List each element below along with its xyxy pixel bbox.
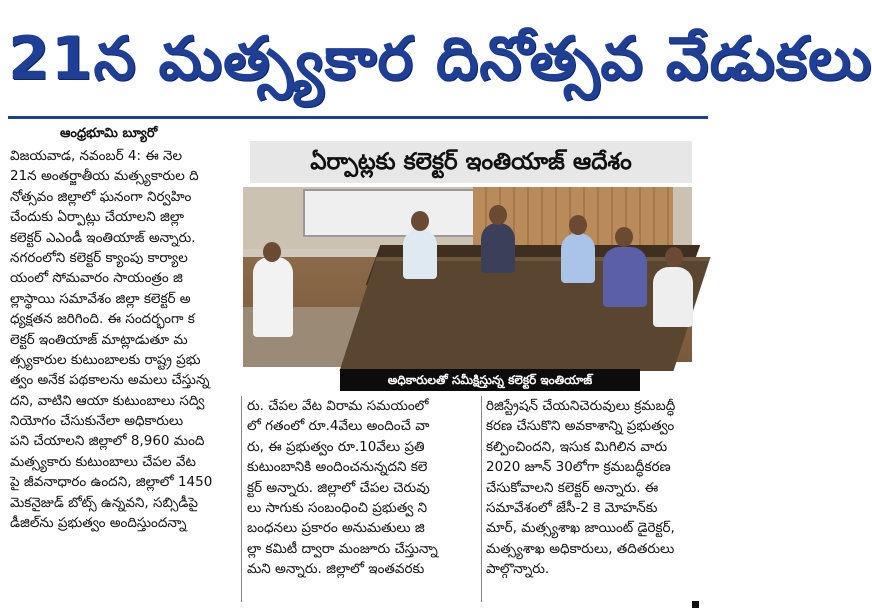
photo-person-head [569,215,587,235]
photo-person [481,223,515,273]
subheadline: ఏర్పాట్లకు కలెక్టర్ ఇంతియాజ్ ఆదేశం [250,141,692,183]
article-line: మార్, మత్స్యశాఖ జాయింట్ డైరెక్టర్, [486,520,675,537]
article-line: రిజిస్ట్రేషన్ చేయనిచెరువులు క్రమబద్ధీ [486,398,676,414]
photo-person [253,257,293,337]
article-line: యంలో సోమవారం సాయంత్రం జి [10,270,183,287]
article-line: లెక్టర్ ఇంతియాజ్ మాట్లాడుతూ మ [10,331,188,348]
article-line: ధ్యక్షతన జరిగింది. ఈ సందర్భంగా క [10,311,195,328]
column-divider [241,396,242,602]
photo-person [603,247,647,307]
photo-person-head [263,242,281,262]
article-line: రు. చేపల వేట విరామ సమయంలో [247,398,429,414]
photo-person-head [489,205,507,225]
article-line: కలెక్టర్ ఎఎండీ ఇంతియాజ్ అన్నారు. [10,229,196,246]
article-line: డీజిల్‌ను ప్రభుత్వం అందిస్తుందన్నా [10,515,187,532]
article-end-mark [692,601,699,608]
news-photo [243,187,692,362]
photo-person-head [665,247,683,267]
article-line: రు, ఈ ప్రభుత్వం రూ.10వేలు ప్రతి [247,438,425,455]
article-line: చేందుకు ఏర్పాట్లు చేయాలని జిల్లా [10,209,184,226]
article-line: 2020 జూన్ 30లోగా క్రమబద్ధీకరణ [486,459,671,476]
article-line: పని చేయాలని జిల్లాలో 8,960 మంది [10,433,205,450]
photo-whiteboard [303,189,487,237]
article-line: మత్స్యకారు కుటుంబాలు చేపల వేట [10,453,196,470]
article-line: దని, వాటిని ఆయా కుటుంబాలు సద్వి [10,392,205,409]
article-column-1 [10,146,238,533]
article-line: పై జీవనాధారం ఉందని, జిల్లాలో 1450 [10,474,213,491]
article-line: మని అన్నారు. జిల్లాలో ఇంతవరకు [247,561,425,578]
article-line: ల్లా కమిటీ ద్వారా మంజూరు చేస్తున్నా [247,540,438,557]
article-column-3 [486,396,696,580]
article-line: పాల్గొన్నారు. [486,561,550,578]
article-line: త్వం అనేక పథకాలను అమలు చేస్తున్న [10,372,210,389]
article-line: మెకనైజుడ్ బోట్స్ ఉన్నవని, సబ్సిడీపై [10,494,198,511]
article-line: నోత్సవం జిల్లాలో ఘనంగా నిర్వహిం [10,188,192,205]
article-line: కుటుంబానికి అందించనున్నదని కలె [247,459,428,476]
photo-person [561,233,595,283]
article-line: చేసుకోవాలని కలెక్టర్ అన్నారు. ఈ [486,479,659,496]
article-line: ల్లాస్థాయి సమావేశం జిల్లా కలెక్టర్ అ [10,290,191,307]
headline: 21న మత్స్యకార దినోత్సవ వేడుకలు [8,24,872,94]
article-line: సమావేశంలో జేసీ-2 కె మోహన్‌కు [486,499,658,516]
article-line: లో గతంలో రూ.4వేలు అందించే వా [247,418,430,435]
article-line: 21న అంతర్జాతీయ మత్స్యకారుల ది [10,168,199,185]
article-column-2 [247,396,479,580]
article-line: కరణ చేసుకొని అవకాశాన్ని ప్రభుత్వం [486,418,675,435]
column-divider [481,396,482,602]
photo-person-head [411,211,429,231]
photo-person [403,229,437,279]
article-line: బంధనలు ప్రకారం అనుమతులు జి [247,520,425,537]
article-line: విజయవాడ, నవంబర్ 4: ఈ నెల [10,148,183,164]
byline: ఆంధ్రభూమి బ్యూరో [60,126,158,141]
photo-person [653,267,693,327]
photo-person-head [615,227,633,247]
article-line: క్టర్ అన్నారు. జిల్లాలో చేపల చెరువు [247,479,430,496]
article-line: నగరంలోని కలెక్టర్ క్యాంపు కార్యాల [10,249,188,266]
article-line: కల్పించిందని, ఇసుక మిగిలిన వారు [486,438,668,455]
article-line: లు సాగుకు సంబంధించి ప్రభుత్వ ని [247,499,428,516]
article-line: మత్స్యశాఖ అధికారులు, తదితరులు [486,540,675,557]
photo-caption: అధికారులతో సమీక్షిస్తున్న కలెక్టర్ ఇంతియాజ్ [340,369,640,391]
article-line: నియోగం చేసుకునేలా అధికారులు [10,413,184,430]
article-line: త్స్యకారుల కుటుంబాలకు రాష్ట్ర ప్రభు [10,351,201,368]
headline-rule [8,116,708,119]
